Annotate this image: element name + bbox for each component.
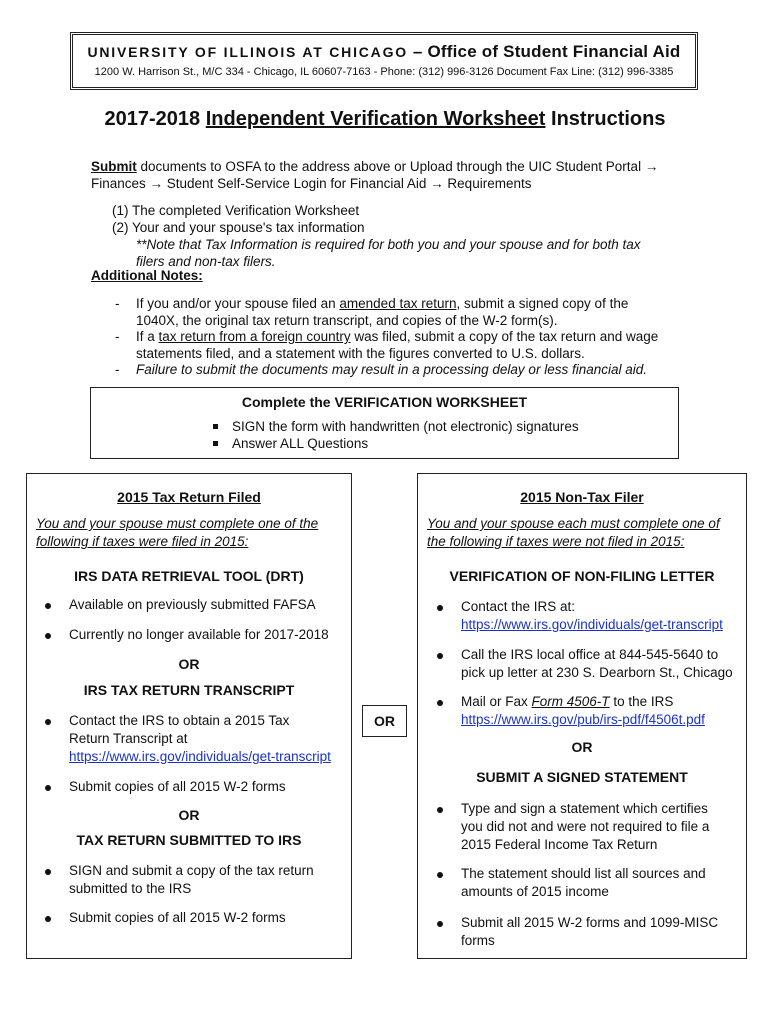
statement-bullet <box>461 865 706 901</box>
submitted-bullet <box>69 862 314 898</box>
title-main: Independent Verification Worksheet <box>205 108 546 130</box>
bullet-text: Mail or Fax <box>461 694 528 709</box>
submit-line2: Finances → Student Self-Service Login for Financial Aid → Requirements <box>91 176 532 191</box>
page-title <box>0 108 770 131</box>
square-bullet-icon <box>213 424 218 429</box>
statement-bullet <box>461 800 709 854</box>
transcript-bullet <box>69 778 286 796</box>
bullet-icon <box>437 872 443 878</box>
note-text: statements filed, and a statement with the figures converted to U.S. dollars. <box>136 346 585 361</box>
university-name: UNIVERSITY OF ILLINOIS AT CHICAGO <box>87 44 408 60</box>
office-name: – Office of Student Financial Aid <box>412 42 681 61</box>
drt-bullet <box>69 596 316 614</box>
non-tax-filer-title: 2015 Non-Tax Filer <box>520 489 644 505</box>
worksheet-bullet-text: SIGN the form with handwritten (not electronic) signatures <box>232 419 579 434</box>
title-suffix: Instructions <box>551 108 666 130</box>
bullet-icon <box>437 921 443 927</box>
or-label: OR <box>571 739 593 755</box>
foreign-tax-return-text: tax return from a foreign country <box>158 329 351 344</box>
or-label: OR <box>178 807 200 823</box>
submitted-title: TAX RETURN SUBMITTED TO IRS <box>76 832 302 848</box>
tax-note-line1: **Note that Tax Information is required for both you and your spouse and for both tax <box>136 237 641 252</box>
bullet-text: submitted to the IRS <box>69 881 192 896</box>
submit-line1: documents to OSFA to the address above or Upload through the UIC Student Portal → <box>140 159 659 174</box>
note-dash: - <box>115 296 120 311</box>
doc-text: Your and your spouse's tax information <box>132 220 365 235</box>
bullet-text: SIGN and submit a copy of the tax return <box>69 863 314 878</box>
bullet-text: Return Transcript at <box>69 731 188 746</box>
worksheet-bullet <box>213 419 579 434</box>
doc-text: The completed Verification Worksheet <box>132 203 360 218</box>
statement-bullet <box>461 914 718 950</box>
bullet-text: you did not and were not required to file a <box>461 819 710 834</box>
middle-or-box: OR <box>362 705 407 737</box>
letter-bullet <box>461 598 723 634</box>
bullet-text: Submit all 2015 W-2 forms and 1099-MISC <box>461 915 719 930</box>
tax-filed-intro <box>36 515 318 551</box>
bullet-text: Submit copies of all 2015 W-2 forms <box>69 779 286 794</box>
note-dash: - <box>115 362 120 377</box>
header-title <box>73 42 695 62</box>
bullet-icon <box>437 653 443 659</box>
worksheet-bullet <box>213 436 368 451</box>
letter-bullet <box>461 693 705 729</box>
non-tax-filer-intro <box>427 515 720 551</box>
additional-notes-title: Additional Notes: <box>91 268 203 283</box>
bullet-icon <box>45 869 51 875</box>
bullet-text: The statement should list all sources and <box>461 866 706 881</box>
letter-bullet <box>461 646 733 682</box>
non-filing-letter-title: VERIFICATION OF NON-FILING LETTER <box>449 568 715 584</box>
bullet-text: Contact the IRS to obtain a 2015 Tax <box>69 713 290 728</box>
bullet-text: Contact the IRS at: <box>461 599 576 614</box>
worksheet-bullet-text: Answer ALL Questions <box>232 436 369 451</box>
bullet-text: Available on previously submitted FAFSA <box>69 597 316 612</box>
tax-filed-column <box>26 473 352 959</box>
bullet-text: forms <box>461 933 495 948</box>
amended-tax-return-text: amended tax return <box>339 296 457 311</box>
or-label: OR <box>178 656 200 672</box>
bullet-text: to the IRS <box>613 694 674 709</box>
bullet-icon <box>45 603 51 609</box>
bullet-text: amounts of 2015 income <box>461 884 609 899</box>
title-year: 2017-2018 <box>104 108 201 130</box>
bullet-icon <box>437 807 443 813</box>
note-text: was filed, submit a copy of the tax return and wage <box>354 329 659 344</box>
header-box <box>70 32 698 90</box>
bullet-text: Submit copies of all 2015 W-2 forms <box>69 910 286 925</box>
bullet-icon <box>45 785 51 791</box>
note-text: If a <box>136 329 155 344</box>
required-doc-1 <box>112 202 359 219</box>
submit-paragraph <box>91 158 691 192</box>
non-tax-filer-column <box>417 473 747 959</box>
bullet-icon <box>45 719 51 725</box>
intro-line: the following if taxes were not filed in 2015: <box>427 534 685 549</box>
intro-line: You and your spouse must complete one of the <box>36 516 319 531</box>
bullet-text: Currently no longer available for 2017-2018 <box>69 627 329 642</box>
note-failure: Failure to submit the documents may result in a processing delay or less financial aid. <box>136 362 647 377</box>
bullet-text: Type and sign a statement which certifies <box>461 801 708 816</box>
required-doc-2 <box>112 219 364 236</box>
bullet-icon <box>437 700 443 706</box>
irs-transcript-link[interactable]: https://www.irs.gov/individuals/get-transcript <box>69 749 331 764</box>
doc-number: (1) <box>112 203 129 218</box>
note-dash: - <box>115 329 120 344</box>
irs-form-4506t-link[interactable]: https://www.irs.gov/pub/irs-pdf/f4506t.pdf <box>461 712 705 727</box>
drt-title: IRS DATA RETRIEVAL TOOL (DRT) <box>74 568 304 584</box>
note-foreign <box>136 328 696 362</box>
drt-bullet <box>69 626 329 644</box>
tax-note-line2: filers and non-tax filers. <box>136 254 276 269</box>
transcript-title: IRS TAX RETURN TRANSCRIPT <box>83 682 295 698</box>
bullet-text: 2015 Federal Income Tax Return <box>461 837 658 852</box>
irs-transcript-link[interactable]: https://www.irs.gov/individuals/get-transcript <box>461 617 723 632</box>
bullet-text: Call the IRS local office at 844-545-5640 to <box>461 647 719 662</box>
square-bullet-icon <box>213 441 218 446</box>
submit-label: Submit <box>91 159 137 174</box>
intro-line: You and your spouse each must complete one of <box>427 516 720 531</box>
bullet-text: pick up letter at 230 S. Dearborn St., Chicago <box>461 665 733 680</box>
bullet-icon <box>45 916 51 922</box>
transcript-bullet <box>69 712 331 766</box>
note-text: , submit a signed copy of the <box>456 296 629 311</box>
intro-line: following if taxes were filed in 2015: <box>36 534 249 549</box>
form-4506t-text: Form 4506-T <box>531 694 610 709</box>
worksheet-box <box>90 387 679 459</box>
worksheet-title: Complete the VERIFICATION WORKSHEET <box>241 394 528 410</box>
doc-number: (2) <box>112 220 129 235</box>
bullet-icon <box>437 605 443 611</box>
signed-statement-title: SUBMIT A SIGNED STATEMENT <box>476 769 688 785</box>
tax-filed-title: 2015 Tax Return Filed <box>117 489 261 505</box>
note-text: 1040X, the original tax return transcript, and copies of the W-2 form(s). <box>136 313 558 328</box>
bullet-icon <box>45 633 51 639</box>
note-amended <box>136 295 696 329</box>
header-address: 1200 W. Harrison St., M/C 334 - Chicago, IL 60607-7163 - Phone: (312) 996-3126 Document Fax Line: (312) 996-3385 <box>94 66 674 78</box>
submitted-bullet <box>69 909 286 927</box>
note-text: If you and/or your spouse filed an <box>136 296 336 311</box>
